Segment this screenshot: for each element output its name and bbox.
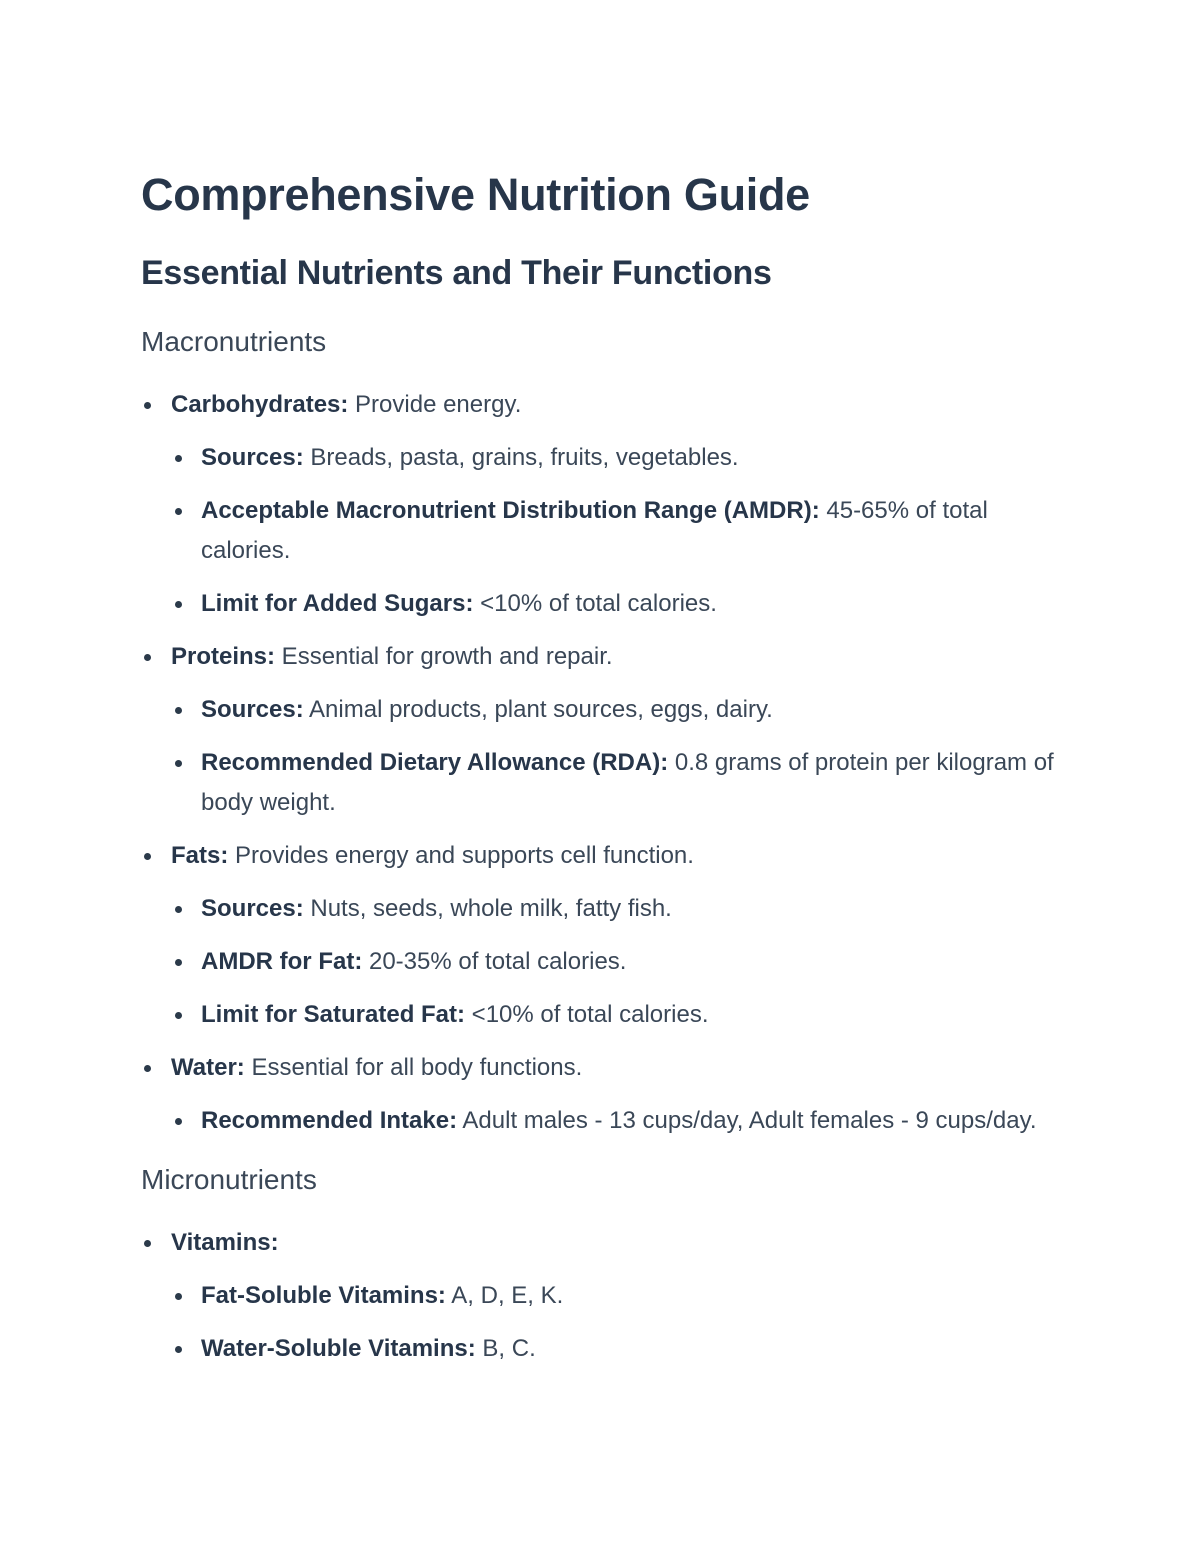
list-item [171, 743, 1061, 823]
list-item [171, 995, 1061, 1035]
item-term: Sources: [201, 696, 304, 723]
vitamins-sublist [171, 1276, 1061, 1369]
item-desc: B, C. [475, 1335, 536, 1362]
item-desc: Essential for all body functions. [244, 1054, 583, 1081]
list-item-water [141, 1048, 1061, 1141]
item-term: Recommended Intake: [201, 1107, 458, 1134]
item-term: Fat-Soluble Vitamins: [201, 1282, 446, 1309]
list-item [171, 1329, 1061, 1369]
item-term: Carbohydrates: [171, 391, 349, 418]
item-term: Water-Soluble Vitamins: [201, 1335, 476, 1362]
macronutrients-list [141, 385, 1061, 1141]
item-term: Limit for Added Sugars: [201, 590, 474, 617]
item-desc: Nuts, seeds, whole milk, fatty fish. [303, 895, 672, 922]
item-desc: Adult males - 13 cups/day, Adult females - 9 cups/day. [457, 1107, 1037, 1134]
item-desc: Animal products, plant sources, eggs, dairy. [303, 696, 773, 723]
item-desc: Provide energy. [348, 391, 522, 418]
item-term: Sources: [201, 895, 304, 922]
list-item [171, 942, 1061, 982]
list-item [171, 690, 1061, 730]
item-desc: Provides energy and supports cell function. [228, 842, 694, 869]
list-item-proteins [141, 637, 1061, 823]
item-term: Proteins: [171, 643, 276, 670]
item-term: Water: [171, 1054, 245, 1081]
list-item-fats [141, 836, 1061, 1035]
item-term: Vitamins: [171, 1229, 279, 1256]
item-term: AMDR for Fat: [201, 948, 363, 975]
list-item-vitamins [141, 1223, 1061, 1369]
list-item [171, 1276, 1061, 1316]
list-item [171, 584, 1061, 624]
list-item [171, 438, 1061, 478]
list-item-carbohydrates [141, 385, 1061, 624]
item-desc: A, D, E, K. [445, 1282, 564, 1309]
item-term: Acceptable Macronutrient Distribution Range (AMDR): [201, 497, 820, 524]
fats-sublist [171, 889, 1061, 1035]
item-desc: Breads, pasta, grains, fruits, vegetables. [303, 444, 739, 471]
item-term: Limit for Saturated Fat: [201, 1001, 466, 1028]
macronutrients-heading: Macronutrients [141, 326, 327, 357]
page-title: Comprehensive Nutrition Guide [141, 169, 810, 220]
item-term: Fats: [171, 842, 229, 869]
document-page [141, 168, 1061, 1382]
item-desc: <10% of total calories. [465, 1001, 709, 1028]
item-term: Recommended Dietary Allowance (RDA): [201, 749, 669, 776]
item-desc: 20-35% of total calories. [362, 948, 627, 975]
item-desc: Essential for growth and repair. [275, 643, 613, 670]
list-item [171, 1101, 1061, 1141]
micronutrients-list [141, 1223, 1061, 1369]
section-title: Essential Nutrients and Their Functions [141, 254, 772, 292]
item-desc: <10% of total calories. [473, 590, 717, 617]
item-desc: 0.8 grams of protein per kilogram of body weight. [201, 749, 1054, 816]
list-item [171, 491, 1061, 571]
water-sublist [171, 1101, 1061, 1141]
item-desc: 45-65% of total calories. [201, 497, 988, 564]
carbohydrates-sublist [171, 438, 1061, 624]
list-item [171, 889, 1061, 929]
proteins-sublist [171, 690, 1061, 823]
item-term: Sources: [201, 444, 304, 471]
micronutrients-heading: Micronutrients [141, 1164, 317, 1195]
